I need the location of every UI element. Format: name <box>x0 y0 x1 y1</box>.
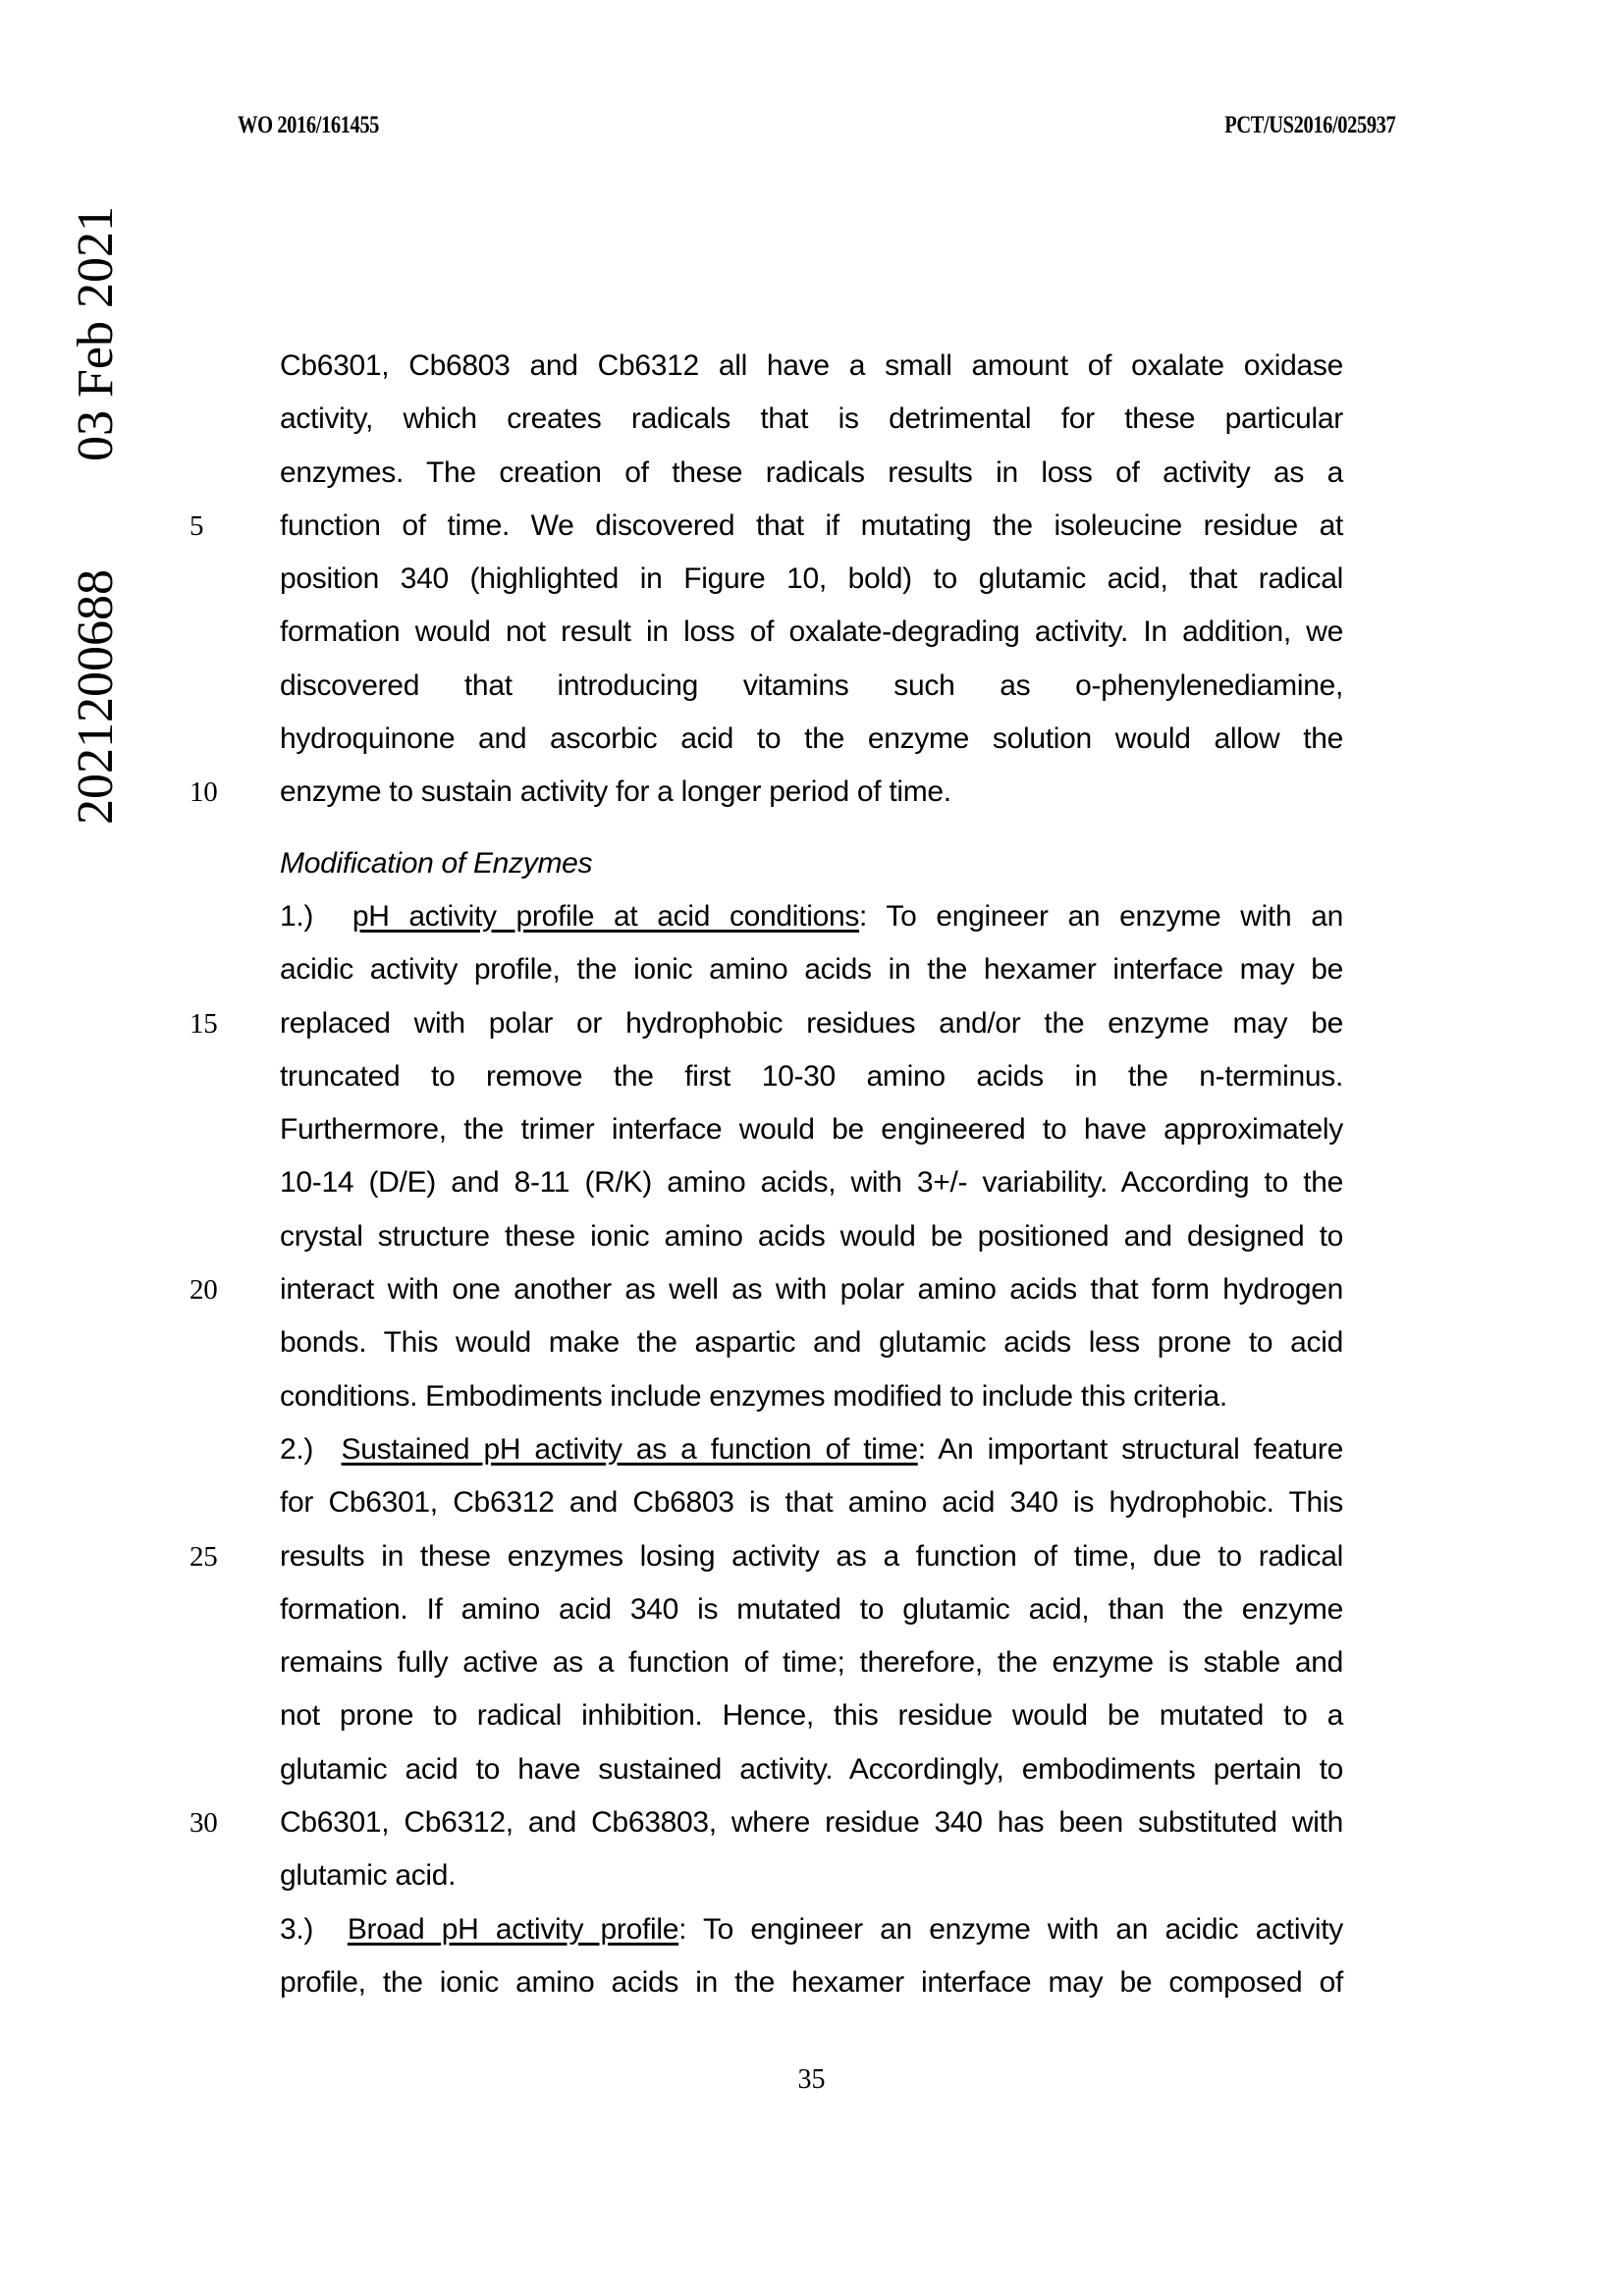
text-line: Cb6301, Cb6803 and Cb6312 all have a small amount of oxalate oxidase <box>280 349 1343 382</box>
text-line: for Cb6301, Cb6312 and Cb6803 is that amino acid 340 is hydrophobic. This <box>280 1486 1343 1520</box>
text-line: acidic activity profile, the ionic amino acids in the hexamer interface may be <box>280 953 1343 987</box>
side-stamp <box>67 206 126 825</box>
text-line-content: results in these enzymes losing activity as a function of time, due to radical <box>280 1539 1343 1573</box>
text-line: bonds. This would make the aspartic and glutamic acids less prone to acid <box>280 1326 1343 1360</box>
text-line <box>189 1263 1343 1316</box>
text-line: activity, which creates radicals that is detrimental for these particular <box>280 402 1343 436</box>
item-1-number: 1.) <box>280 899 314 933</box>
line-number: 15 <box>189 1007 218 1040</box>
text-line: hydroquinone and ascorbic acid to the enzyme solution would allow the <box>280 722 1343 756</box>
line-number: 20 <box>189 1274 218 1307</box>
text-line: formation. If amino acid 340 is mutated to glutamic acid, than the enzyme <box>280 1592 1343 1626</box>
text-line <box>189 766 1343 819</box>
item-2-text: : An important structural feature <box>917 1432 1343 1466</box>
text-line-content: enzyme to sustain activity for a longer period of time. <box>280 775 951 809</box>
text-line: remains fully active as a function of time; therefore, the enzyme is stable and <box>280 1646 1343 1680</box>
page-number: 35 <box>797 2064 826 2095</box>
item-3-number: 3.) <box>280 1912 314 1946</box>
item-1-first-line <box>280 890 1343 943</box>
text-line: glutamic acid to have sustained activity. Accordingly, embodiments pertain to <box>280 1752 1343 1786</box>
text-line: position 340 (highlighted in Figure 10, bold) to glutamic acid, that radical <box>280 562 1343 596</box>
text-line-content: function of time. We discovered that if mutating the isoleucine residue at <box>280 508 1343 542</box>
item-3-first-line <box>280 1903 1343 1956</box>
side-date: 03 Feb 2021 <box>68 206 124 461</box>
text-line: 10-14 (D/E) and 8-11 (R/K) amino acids, with 3+/- variability. According to the <box>280 1166 1343 1200</box>
item-1-text: : To engineer an enzyme with an <box>859 899 1343 933</box>
text-line: crystal structure these ionic amino acids would be positioned and designed to <box>280 1219 1343 1253</box>
line-number: 5 <box>189 509 204 542</box>
text-line <box>189 500 1343 553</box>
text-line <box>189 1796 1343 1849</box>
item-2-number: 2.) <box>280 1432 314 1466</box>
paragraph-spacer <box>280 820 1343 837</box>
text-line <box>189 997 1343 1050</box>
text-line: not prone to radical inhibition. Hence, this residue would be mutated to a <box>280 1699 1343 1733</box>
section-heading: Modification of Enzymes <box>280 846 593 880</box>
line-number: 25 <box>189 1540 218 1573</box>
text-line: profile, the ionic amino acids in the hexamer interface may be composed of <box>280 1965 1343 1999</box>
item-2-title: Sustained pH activity as a function of time <box>341 1432 918 1466</box>
line-number: 30 <box>189 1807 218 1840</box>
text-line: enzymes. The creation of these radicals results in loss of activity as a <box>280 455 1343 489</box>
text-line-content: interact with one another as well as with polar amino acids that form hydrogen <box>280 1273 1343 1307</box>
text-line: discovered that introducing vitamins such as o-phenylenediamine, <box>280 668 1343 702</box>
text-line-content: replaced with polar or hydrophobic residues and/or the enzyme may be <box>280 1006 1343 1040</box>
side-document-number: 2021200688 <box>68 569 124 825</box>
publication-number: WO 2016/161455 <box>238 112 380 138</box>
document-body <box>189 340 1343 2009</box>
item-3-title: Broad pH activity profile <box>347 1912 679 1946</box>
text-line: glutamic acid. <box>280 1859 457 1893</box>
text-line: Furthermore, the trimer interface would be engineered to have approximately <box>280 1113 1343 1147</box>
text-line: truncated to remove the first 10-30 amino acids in the n-terminus. <box>280 1059 1343 1093</box>
item-1-title: pH activity profile at acid conditions <box>352 899 860 933</box>
line-number: 10 <box>189 776 218 809</box>
text-line: conditions. Embodiments include enzymes modified to include this criteria. <box>280 1379 1227 1413</box>
text-line-content: Cb6301, Cb6312, and Cb63803, where residue 340 has been substituted with <box>280 1806 1343 1840</box>
text-line <box>189 1530 1343 1583</box>
application-number: PCT/US2016/025937 <box>1223 112 1395 138</box>
item-2-first-line <box>280 1423 1343 1476</box>
text-line: formation would not result in loss of oxalate-degrading activity. In addition, we <box>280 615 1343 649</box>
item-3-text: : To engineer an enzyme with an acidic activity <box>678 1912 1343 1946</box>
